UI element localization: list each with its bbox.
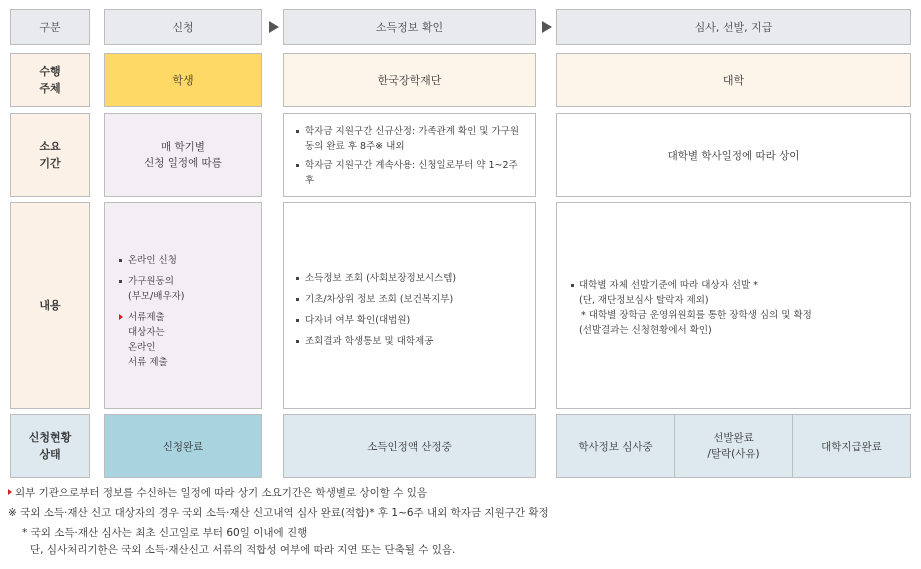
- arrow-right-icon: [542, 21, 552, 33]
- status-selection-result: 선발완료 /탈락(사유): [674, 414, 793, 478]
- list-item: 가구원동의 (부모/배우자): [119, 274, 253, 304]
- subject-university: 대학: [556, 53, 911, 107]
- review-text: 대학별 자체 선발기준에 따라 대상자 선발 *: [579, 280, 758, 291]
- review-line: (단, 재단정보심사 탈락자 제외): [579, 295, 709, 306]
- note-text: 외부 기관으로부터 정보를 수신하는 일정에 따라 상기 소요기간은 학생별로 상이할 수 있음: [15, 487, 428, 499]
- list-item: 조회결과 학생통보 및 대학제공: [296, 334, 527, 349]
- row-label-status: 신청현황 상태: [10, 414, 90, 478]
- content-review: [556, 202, 911, 409]
- note-line-3: * 국외 소득·재산 심사는 최초 신고일로 부터 60일 이내에 진행: [22, 527, 308, 539]
- header-income-check: 소득정보 확인: [283, 9, 536, 45]
- header-review: 심사, 선발, 지급: [556, 9, 911, 45]
- row-label-duration: 소요 기간: [10, 113, 90, 197]
- content-income: [283, 202, 536, 409]
- header-category: 구분: [10, 9, 90, 45]
- list-item: 학자금 지원구간 계속사용: 신청일로부터 약 1~2주 후: [296, 158, 525, 188]
- content-apply: [104, 202, 262, 409]
- status-applied: 신청완료: [104, 414, 262, 478]
- list-item: 학자금 지원구간 신규산정: 가족관계 확인 및 가구원동의 완료 후 8주※ 내외: [296, 124, 525, 154]
- red-triangle-icon: [8, 489, 12, 495]
- review-line: * 대학별 장학금 운영위원회를 통한 장학생 심의 및 확정: [581, 310, 812, 321]
- list-item: 다자녀 여부 확인(대법원): [296, 313, 527, 328]
- status-income-calculating: 소득인정액 산정중: [283, 414, 536, 478]
- note-line-2: ※ 국외 소득·재산 신고 대상자의 경우 국외 소득·재산 신고내역 심사 완료(적합)* 후 1~6주 내외 학자금 지원구간 확정: [8, 507, 549, 519]
- list-item: 온라인 신청: [119, 253, 253, 268]
- subject-kosaf: 한국장학재단: [283, 53, 536, 107]
- review-line: (선발결과는 신청현황에서 확인): [579, 325, 712, 336]
- list-item: 소득정보 조회 (사회보장정보시스템): [296, 271, 527, 286]
- status-paid: 대학지급완료: [792, 414, 911, 478]
- arrow-right-icon: [269, 21, 279, 33]
- list-item: 기초/차상위 정보 조회 (보건복지부): [296, 292, 527, 307]
- row-label-content: 내용: [10, 202, 90, 409]
- header-apply: 신청: [104, 9, 262, 45]
- note-line-4: 단, 심사처리기한은 국외 소득·재산신고 서류의 적합성 여부에 따라 지연 또는 단축될 수 있음.: [30, 544, 456, 556]
- duration-income: [283, 113, 536, 197]
- subject-student: 학생: [104, 53, 262, 107]
- list-item-required-docs: 서류제출 대상자는 온라인 서류 제출: [119, 310, 253, 370]
- footnotes: [8, 485, 549, 559]
- duration-apply: 매 학기별 신청 일정에 따름: [104, 113, 262, 197]
- bullet-icon: [571, 284, 574, 287]
- duration-review: 대학별 학사일정에 따라 상이: [556, 113, 911, 197]
- review-line: [571, 278, 900, 293]
- note-line-1: [8, 485, 549, 502]
- row-label-subject: 수행 주체: [10, 53, 90, 107]
- status-academic-review: 학사정보 심사중: [556, 414, 675, 478]
